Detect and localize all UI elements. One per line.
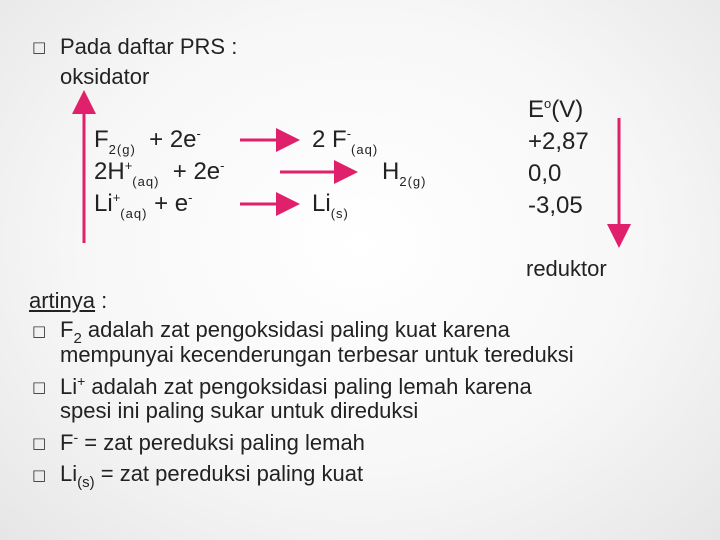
meaning-item-1: $F_2$ adalah zat pengoksidasi paling kuat karena	[60, 317, 510, 347]
reaction-1-right: 2 $F^-_{(aq)}$	[312, 126, 379, 157]
reaction-3-right: $Li_{(s)}$	[312, 190, 349, 221]
meaning-item-1-cont: mempunyai kecenderungan terbesar untuk tereduksi	[60, 342, 574, 367]
potential-value-2: 0,0	[528, 160, 562, 187]
oxidator-label: oksidator	[60, 64, 150, 89]
page-title: Pada daftar PRS :	[60, 34, 238, 59]
box-bullet-icon: □	[32, 322, 47, 340]
box-bullet-icon: □	[32, 434, 47, 452]
reaction-3-left: $Li^+_{(aq)} + e^-$	[94, 190, 193, 221]
box-bullet-icon: □	[32, 38, 47, 56]
meaning-item-4: $Li_{(s)}$ = zat pereduksi paling kuat	[60, 461, 364, 491]
meaning-item-3: F- = zat pereduksi paling lemah	[60, 429, 365, 455]
reaction-2-right: $H_{2(g)}$	[382, 158, 427, 189]
reaction-2-left: $2H^+_{(aq)} + 2e^-$	[94, 158, 225, 189]
box-bullet-icon: □	[32, 466, 47, 484]
meaning-title: artinya :	[29, 288, 108, 313]
meaning-item-2-cont: spesi ini paling sukar untuk direduksi	[60, 398, 419, 423]
meaning-item-2: Li+ adalah zat pengoksidasi paling lemah karena	[60, 373, 532, 399]
reaction-1-left: $F_{2(g)} + 2e^-$	[94, 126, 201, 157]
box-bullet-icon: □	[32, 378, 47, 396]
potential-value-1: +2,87	[528, 128, 589, 155]
potential-header: $E^o(V)$	[528, 96, 584, 123]
reductor-label: reduktor	[526, 256, 607, 281]
potential-value-3: -3,05	[528, 192, 583, 219]
